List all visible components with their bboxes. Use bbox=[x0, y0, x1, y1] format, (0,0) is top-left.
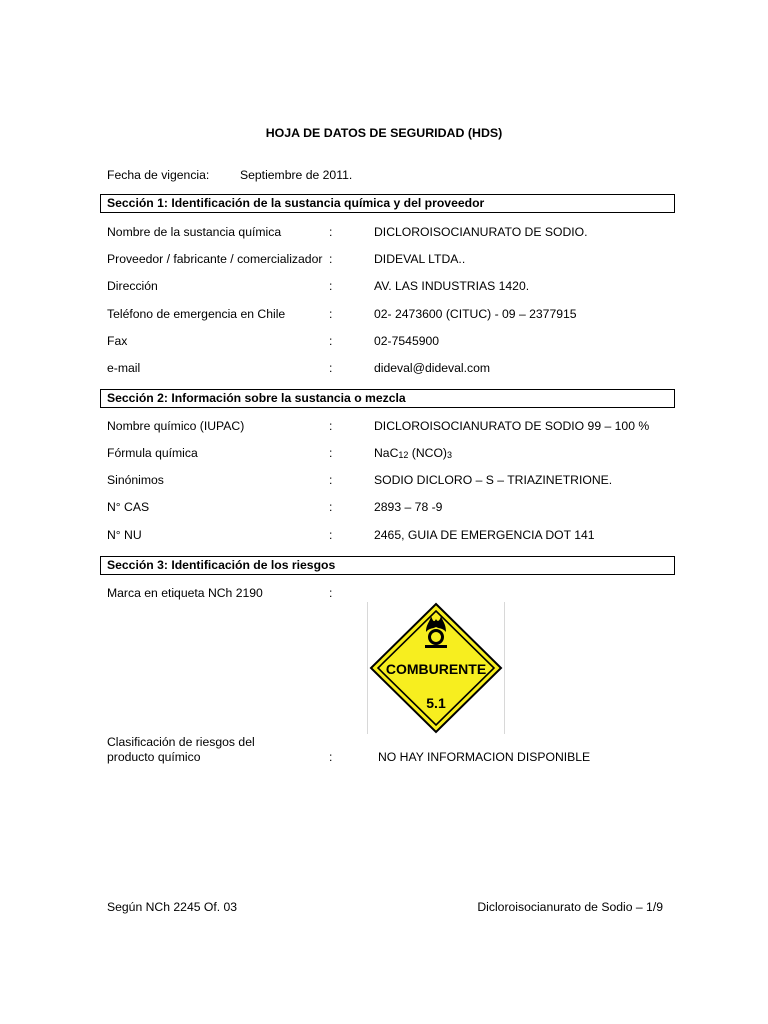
row-label: Sinónimos bbox=[107, 473, 164, 487]
row-label: Teléfono de emergencia en Chile bbox=[107, 307, 286, 321]
row-colon: : bbox=[329, 361, 333, 375]
hazard-label-image bbox=[367, 602, 505, 734]
row-label: e-mail bbox=[107, 361, 141, 375]
row-value: SODIO DICLORO – S – TRIAZINETRIONE. bbox=[374, 473, 613, 487]
row-colon: : bbox=[329, 279, 333, 293]
row-value: 02- 2473600 (CITUC) - 09 – 2377915 bbox=[374, 307, 577, 321]
row-colon: : bbox=[329, 419, 333, 433]
row-nombre-iupac bbox=[0, 419, 768, 437]
row-label: Proveedor / fabricante / comercializador bbox=[107, 252, 323, 266]
hazard-text: COMBURENTE bbox=[385, 661, 487, 677]
row-label: Fórmula química bbox=[107, 446, 198, 460]
row-label: Marca en etiqueta NCh 2190 bbox=[107, 586, 263, 600]
clasificacion-colon: : bbox=[329, 750, 333, 764]
row-value: 2893 – 78 -9 bbox=[374, 500, 443, 514]
footer-norma: Según NCh 2245 Of. 03 bbox=[107, 900, 238, 914]
row-value: 02-7545900 bbox=[374, 334, 440, 348]
row-label: Dirección bbox=[107, 279, 158, 293]
row-value: 2465, GUIA DE EMERGENCIA DOT 141 bbox=[374, 528, 595, 542]
hazard-diamond bbox=[368, 602, 504, 734]
row-direccion bbox=[0, 279, 768, 297]
row-nombre-sustancia bbox=[0, 225, 768, 243]
row-nu bbox=[0, 528, 768, 546]
row-colon: : bbox=[329, 252, 333, 266]
row-value: AV. LAS INDUSTRIAS 1420. bbox=[374, 279, 530, 293]
row-telefono bbox=[0, 307, 768, 325]
row-value: dideval@dideval.com bbox=[374, 361, 491, 375]
row-fax bbox=[0, 334, 768, 352]
row-value: DICLOROISOCIANURATO DE SODIO. bbox=[374, 225, 588, 239]
formula-subscript: 12 bbox=[398, 450, 409, 460]
formula-value bbox=[374, 446, 452, 460]
row-cas bbox=[0, 500, 768, 518]
row-colon: : bbox=[329, 446, 333, 460]
row-proveedor bbox=[0, 252, 768, 270]
section-2-header: Sección 2: Información sobre la sustancia o mezcla bbox=[100, 389, 675, 408]
hazard-class-number: 5.1 bbox=[426, 695, 446, 711]
row-colon: : bbox=[329, 307, 333, 321]
row-label: N° NU bbox=[107, 528, 142, 542]
row-label: N° CAS bbox=[107, 500, 150, 514]
footer-page-info: Dicloroisocianurato de Sodio – 1/9 bbox=[477, 900, 663, 914]
row-colon: : bbox=[329, 473, 333, 487]
row-value: DICLOROISOCIANURATO DE SODIO 99 – 100 % bbox=[374, 419, 650, 433]
section-3-header: Sección 3: Identificación de los riesgos bbox=[100, 556, 675, 575]
clasificacion-value: NO HAY INFORMACION DISPONIBLE bbox=[378, 750, 591, 764]
row-sinonimos bbox=[0, 473, 768, 491]
formula-part: (NCO) bbox=[408, 446, 447, 460]
row-label: Fax bbox=[107, 334, 128, 348]
row-colon: : bbox=[329, 528, 333, 542]
row-label: Nombre químico (IUPAC) bbox=[107, 419, 245, 433]
row-colon: : bbox=[329, 586, 333, 600]
row-formula bbox=[0, 446, 768, 464]
section-1-header: Sección 1: Identificación de la sustancia química y del proveedor bbox=[100, 194, 675, 213]
fecha-value: Septiembre de 2011. bbox=[240, 168, 353, 182]
formula-subscript: 3 bbox=[447, 450, 453, 460]
row-colon: : bbox=[329, 500, 333, 514]
row-colon: : bbox=[329, 334, 333, 348]
row-colon: : bbox=[329, 225, 333, 239]
row-email bbox=[0, 361, 768, 379]
row-value: DIDEVAL LTDA.. bbox=[374, 252, 466, 266]
clasificacion-label: Clasificación de riesgos del producto químico bbox=[107, 735, 255, 764]
fecha-label: Fecha de vigencia: bbox=[107, 168, 210, 182]
formula-part: NaC bbox=[374, 446, 399, 460]
row-label: Nombre de la sustancia química bbox=[107, 225, 282, 239]
document-title: HOJA DE DATOS DE SEGURIDAD (HDS) bbox=[265, 126, 503, 140]
